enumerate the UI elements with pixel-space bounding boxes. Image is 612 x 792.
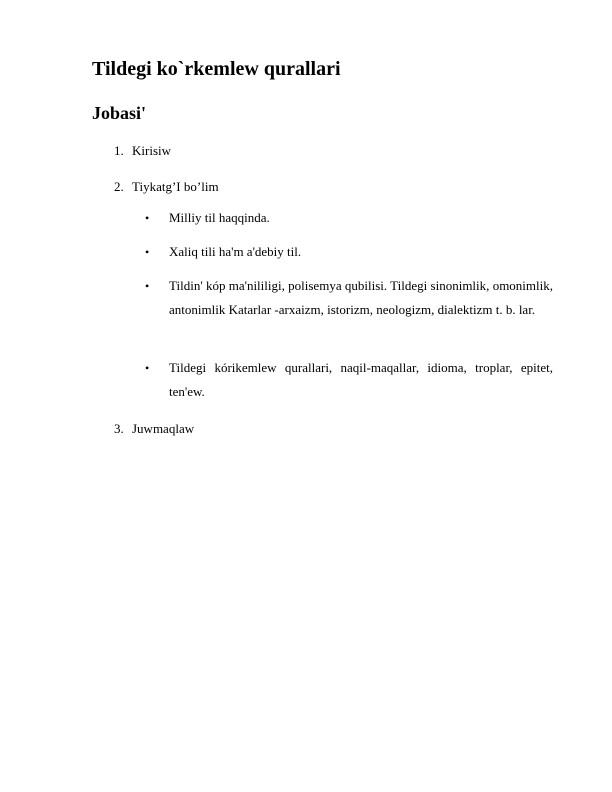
document-title: Tildegi ko`rkemlew qurallari — [92, 58, 341, 80]
bullet-icon: • — [145, 279, 150, 293]
bullet-icon: • — [145, 245, 150, 259]
bullet-text: Tildegi kórikemlew qurallari, naqil-maqallar, idioma, troplar, epitet, ten'ew. — [169, 360, 553, 399]
bullet-item — [145, 274, 553, 322]
bullet-item — [145, 240, 553, 264]
item-label: Kirisiw — [132, 143, 171, 158]
item-label: Tiykatg’I bo’lim — [132, 179, 219, 194]
bullet-icon: • — [145, 361, 150, 375]
bullet-text: Tildin' kóp ma'nililigi, polisemya qubilisi. Tildegi sinonimlik, omonimlik, antonimlik Katarlar -arxaizm, istorizm, neologizm, dialektizm t. b. lar. — [169, 278, 553, 317]
item-label: Juwmaqlaw — [132, 421, 195, 436]
outline-heading: Jobasi' — [92, 103, 147, 123]
item-number: 3. — [114, 421, 124, 436]
item-number: 2. — [114, 179, 124, 194]
bullet-item — [145, 356, 553, 404]
outline-item-introduction — [114, 143, 171, 159]
bullet-text: Xaliq tili ha'm a'debiy til. — [169, 244, 302, 259]
outline-item-main-part — [114, 179, 219, 195]
bullet-icon: • — [145, 211, 150, 225]
bullet-text: Milliy til haqqinda. — [169, 210, 270, 225]
item-number: 1. — [114, 143, 124, 158]
bullet-item — [145, 206, 553, 230]
outline-item-conclusion — [114, 421, 194, 437]
